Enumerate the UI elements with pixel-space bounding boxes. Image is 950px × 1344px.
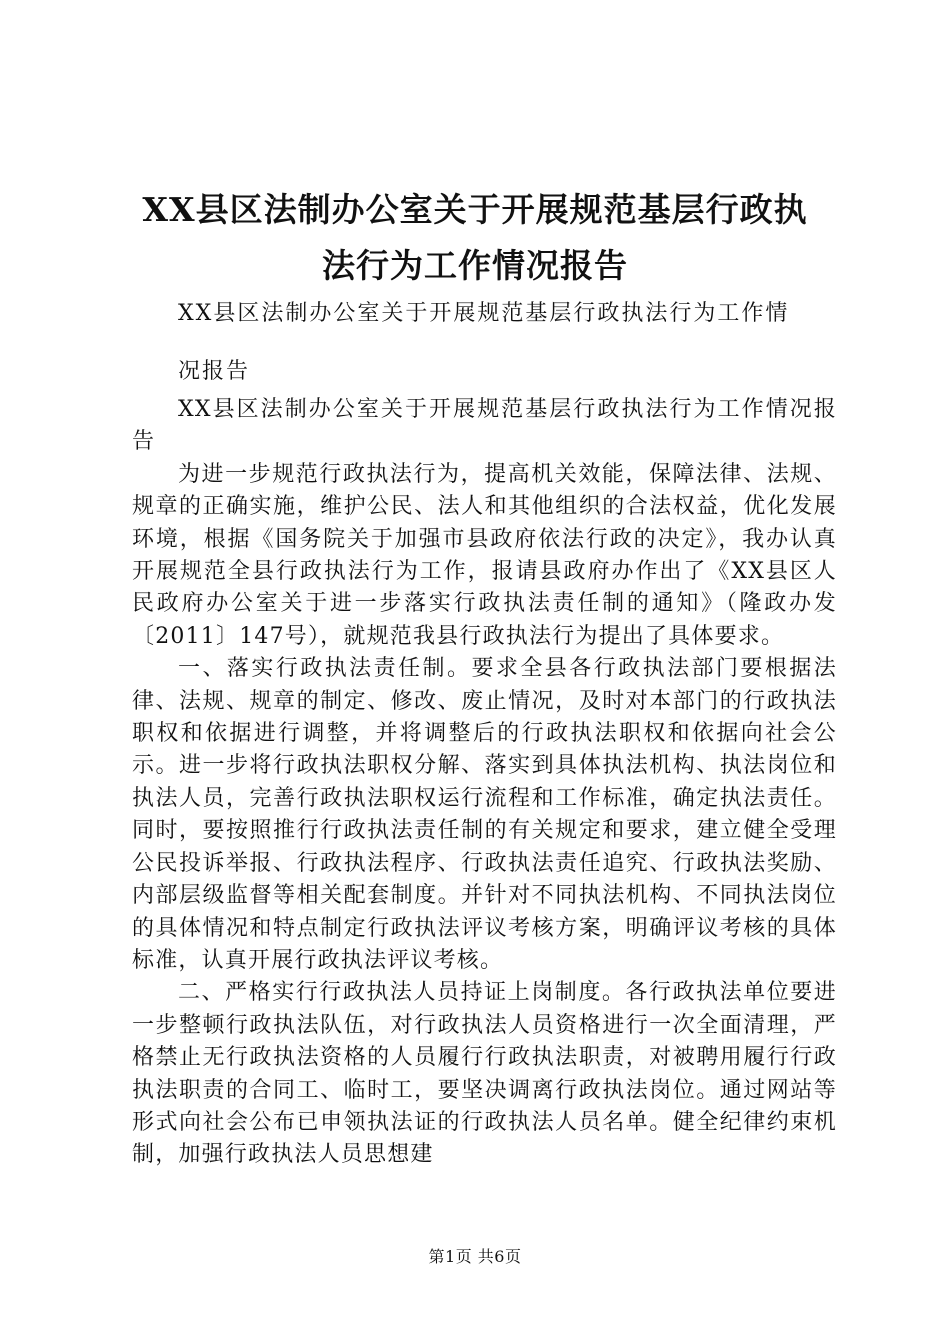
page-number-footer: 第1页 共6页 xyxy=(428,1247,522,1266)
paragraph-section-1: 一、落实行政执法责任制。要求全县各行政执法部门要根据法律、法规、规章的制定、修改、废止情况，及时对本部门的行政执法职权和依据进行调整，并将调整后的行政执法职权和依据向社会公示。进一步将行政执法职权分解、落实到具体执法机构、执法岗位和执法人员，完善行政执法职权运行流程和工作标准，确定执法责任。同时，要按照推行行政执法责任制的有关规定和要求，建立健全受理公民投诉举报、行政执法程序、行政执法责任追究、行政执法奖励、内部层级监督等相关配套制度。并针对不同执法机构、不同执法岗位的具体情况和特点制定行政执法评议考核方案，明确评议考核的具体标准，认真开展行政执法评议考核。 xyxy=(132,656,837,973)
paragraph-repeated-title: XX县区法制办公室关于开展规范基层行政执法行为工作情况报告 xyxy=(132,397,837,455)
document-title-line-1: XX县区法制办公室关于开展规范基层行政执 xyxy=(142,190,808,229)
paragraph-section-2: 二、严格实行行政执法人员持证上岗制度。各行政执法单位要进一步整顿行政执法队伍，对行政执法人员资格进行一次全面清理，严格禁止无行政执法资格的人员履行行政执法职责，对被聘用履行行政执法职责的合同工、临时工，要坚决调离行政执法岗位。通过网站等形式向社会公布已申领执法证的行政执法人员名单。健全纪律约束机制，加强行政执法人员思想建 xyxy=(132,980,837,1168)
subtitle-line-1: XX县区法制办公室关于开展规范基层行政执法行为工作情 xyxy=(178,301,790,326)
document-title-line-2: 法行为工作情况报告 xyxy=(322,246,628,285)
document-body xyxy=(132,394,837,1172)
subtitle-line-2: 况报告 xyxy=(178,359,251,384)
paragraph-intro: 为进一步规范行政执法行为，提高机关效能，保障法律、法规、规章的正确实施，维护公民、法人和其他组织的合法权益，优化发展环境，根据《国务院关于加强市县政府依法行政的决定》，我办认真开展规范全县行政执法行为工作，报请县政府办作出了《XX县区人民政府办公室关于进一步落实行政执法责任制的通知》（隆政办发〔2011〕147号），就规范我县行政执法行为提出了具体要求。 xyxy=(132,461,837,649)
